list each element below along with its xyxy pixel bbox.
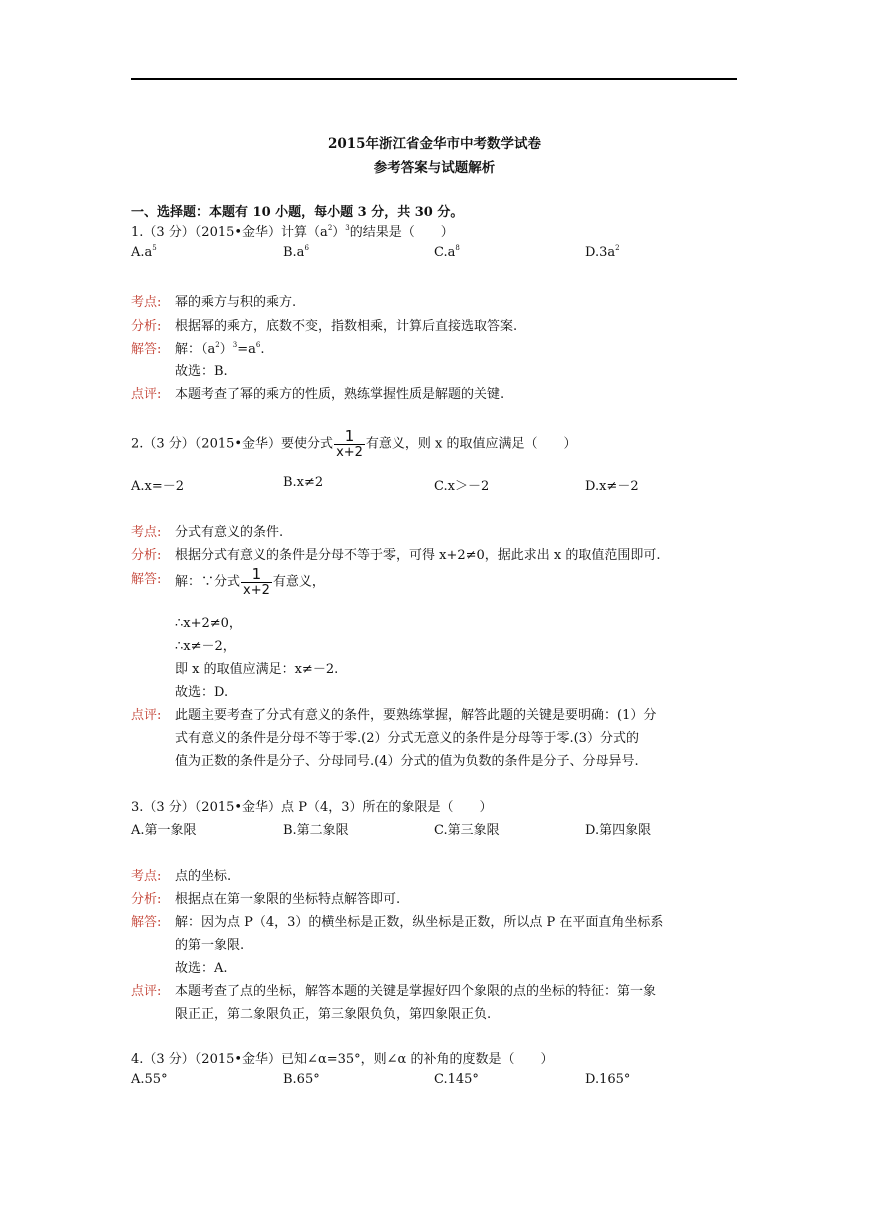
q2-option-a: A.x=－2 — [131, 479, 185, 494]
q1-fenxi: 根据幂的乘方，底数不变，指数相乘，计算后直接选取答案. — [175, 319, 518, 334]
q1-dianping: 本题考查了幂的乘方的性质，熟练掌握性质是解题的关键. — [175, 387, 505, 402]
q2-option-b: B.x≠2 — [283, 475, 324, 490]
q2-fraction: $\frac{1}{x+2}$ — [336, 427, 363, 460]
q1-jieda: 解：$(a^2)^3=a^6$. — [175, 341, 265, 357]
q1-option-c: $C.a^8$ — [434, 244, 460, 260]
q3-fenxi: 根据点在第一象限的坐标特点解答即可. — [175, 892, 401, 907]
section-heading: 一、选择题：本题有 10 小题，每小题 3 分，共 30 分。 — [131, 205, 464, 220]
q2-kaodian-label: 考点: — [131, 525, 162, 540]
q3-dianping-label: 点评: — [131, 984, 162, 999]
q3-option-d: D.第四象限 — [585, 823, 652, 838]
q2-dianping-line2: 式有意义的条件是分母不等于零.(2）分式无意义的条件是分母等于零.(3）分式的 — [175, 731, 639, 746]
q2-stem: 2.（3 分）（2015•金华）要使分式 $\frac{1}{x+2}$ 有意义，则 x 的取值应满足（ ） — [131, 427, 577, 460]
q2-kaodian: 分式有意义的条件. — [175, 525, 284, 540]
q2-fenxi-label: 分析: — [131, 548, 162, 563]
q3-kaodian: 点的坐标. — [175, 869, 232, 884]
q3-jieda-line1: 解：因为点 P（4，3）的横坐标是正数，纵坐标是正数，所以点 P 在平面直角坐标系 — [175, 915, 664, 930]
q1-fenxi-label: 分析: — [131, 319, 162, 334]
q4-option-c: C.145° — [434, 1072, 479, 1087]
q2-dianping-label: 点评: — [131, 708, 162, 723]
q1-stem: 1.（3 分）（2015•金华）计算$(a^2)^3$的结果是（ ） — [131, 224, 454, 240]
q3-kaodian-label: 考点: — [131, 869, 162, 884]
q3-fenxi-label: 分析: — [131, 892, 162, 907]
q3-dianping-line1: 本题考查了点的坐标，解答本题的关键是掌握好四个象限的点的坐标的特征：第一象 — [175, 984, 657, 999]
page-subtitle: 参考答案与试题解析 — [373, 160, 496, 176]
q1-dianping-label: 点评: — [131, 387, 162, 402]
q2-dianping-line1: 此题主要考查了分式有意义的条件，要熟练掌握，解答此题的关键是要明确：(1）分 — [175, 708, 657, 723]
q4-option-b: B.65° — [283, 1072, 320, 1087]
q3-option-b: B.第二象限 — [283, 823, 349, 838]
q1-kaodian: 幂的乘方与积的乘方. — [175, 295, 297, 310]
q1-kaodian-label: 考点: — [131, 295, 162, 310]
header-rule — [131, 78, 737, 80]
q1-jieda-label: 解答: — [131, 342, 162, 357]
q2-fenxi: 根据分式有意义的条件是分母不等于零，可得 x+2≠0，据此求出 x 的取值范围即可. — [175, 548, 661, 563]
q3-option-a: A.第一象限 — [131, 823, 197, 838]
q2-dianping-line3: 值为正数的条件是分子、分母同号.(4）分式的值为负数的条件是分子、分母异号. — [175, 754, 639, 769]
q2-jieda-line2: ∴x+2≠0， — [175, 616, 242, 631]
q4-stem: 4.（3 分）（2015•金华）已知∠α=35°，则∠α 的补角的度数是（ ） — [131, 1052, 554, 1067]
q4-option-a: A.55° — [131, 1072, 168, 1087]
q4-option-d: D.165° — [585, 1072, 631, 1087]
q3-answer: 故选：A. — [175, 961, 228, 976]
page-title: 2015年浙江省金华市中考数学试卷 — [327, 136, 542, 152]
q2-jieda-line3: ∴x≠－2， — [175, 639, 236, 654]
q1-option-d: $D.3a^2$ — [585, 244, 620, 260]
q3-option-c: C.第三象限 — [434, 823, 500, 838]
q2-option-c: C.x＞－2 — [434, 479, 490, 494]
q2-jieda-line1: 解：∵分式 $\frac{1}{x+2}$ 有意义， — [175, 565, 325, 598]
q2-option-d: D.x≠－2 — [585, 479, 639, 494]
q1-option-b: $B.a^6$ — [283, 244, 309, 260]
q2-answer: 故选：D. — [175, 685, 229, 700]
q3-jieda-label: 解答: — [131, 915, 162, 930]
q1-option-a: $A.a^5$ — [131, 244, 157, 260]
q2-jieda-fraction: $\frac{1}{x+2}$ — [243, 565, 270, 598]
q2-jieda-line4: 即 x 的取值应满足：x≠－2. — [175, 662, 339, 677]
q2-jieda-label: 解答: — [131, 572, 162, 587]
q3-stem: 3.（3 分）（2015•金华）点 P（4，3）所在的象限是（ ） — [131, 800, 493, 815]
q3-dianping-line2: 限正正，第二象限负正，第三象限负负，第四象限正负. — [175, 1007, 492, 1022]
q1-answer: 故选：B. — [175, 364, 228, 379]
q3-jieda-line2: 的第一象限. — [175, 938, 245, 953]
